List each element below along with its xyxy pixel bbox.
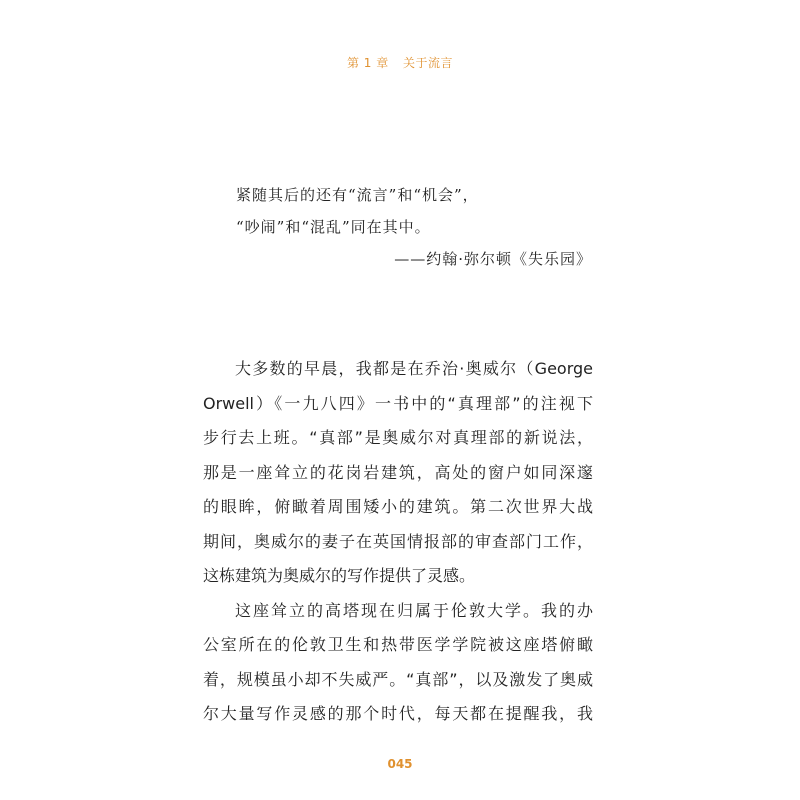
epigraph-line: 紧随其后的还有“流言”和“机会”， — [236, 186, 479, 204]
body-text — [203, 354, 593, 734]
text-line: 大多数的早晨，我都是在乔治·奥威尔（George — [235, 359, 593, 378]
page-number: 045 — [387, 757, 413, 771]
text-line: 尔大量写作灵感的那个时代，每天都在提醒我，我 — [203, 704, 593, 723]
epigraph-line: “吵闹”和“混乱”同在其中。 — [236, 218, 431, 236]
text-line: 着，规模虽小却不失威严。“真部”，以及激发了奥威 — [203, 669, 593, 689]
running-header — [0, 54, 800, 71]
epigraph — [236, 183, 592, 277]
epigraph-attribution: ——约翰·弥尔顿《失乐园》 — [394, 250, 592, 268]
text-line: 的眼眸，俯瞰着周围矮小的建筑。第二次世界大战 — [203, 497, 593, 516]
text-line: 公室所在的伦敦卫生和热带医学学院被这座塔俯瞰 — [203, 635, 593, 654]
text-line: 步行去上班。“真部”是奥威尔对真理部的新说法， — [203, 428, 593, 447]
chapter-title: 关于流言 — [403, 56, 454, 70]
chapter-number: 第 1 章 — [346, 56, 389, 70]
text-line: 那是一座耸立的花岗岩建筑，高处的窗户如同深邃 — [203, 462, 593, 482]
paragraph — [203, 354, 593, 596]
text-line: 这栋建筑为奥威尔的写作提供了灵感。 — [203, 566, 476, 585]
paragraph — [203, 596, 593, 734]
text-line: 这座耸立的高塔现在归属于伦敦大学。我的办 — [235, 600, 593, 620]
text-line: Orwell）《一九八四》一书中的“真理部”的注视下 — [203, 393, 593, 413]
text-line: 期间，奥威尔的妻子在英国情报部的审查部门工作， — [203, 531, 593, 551]
